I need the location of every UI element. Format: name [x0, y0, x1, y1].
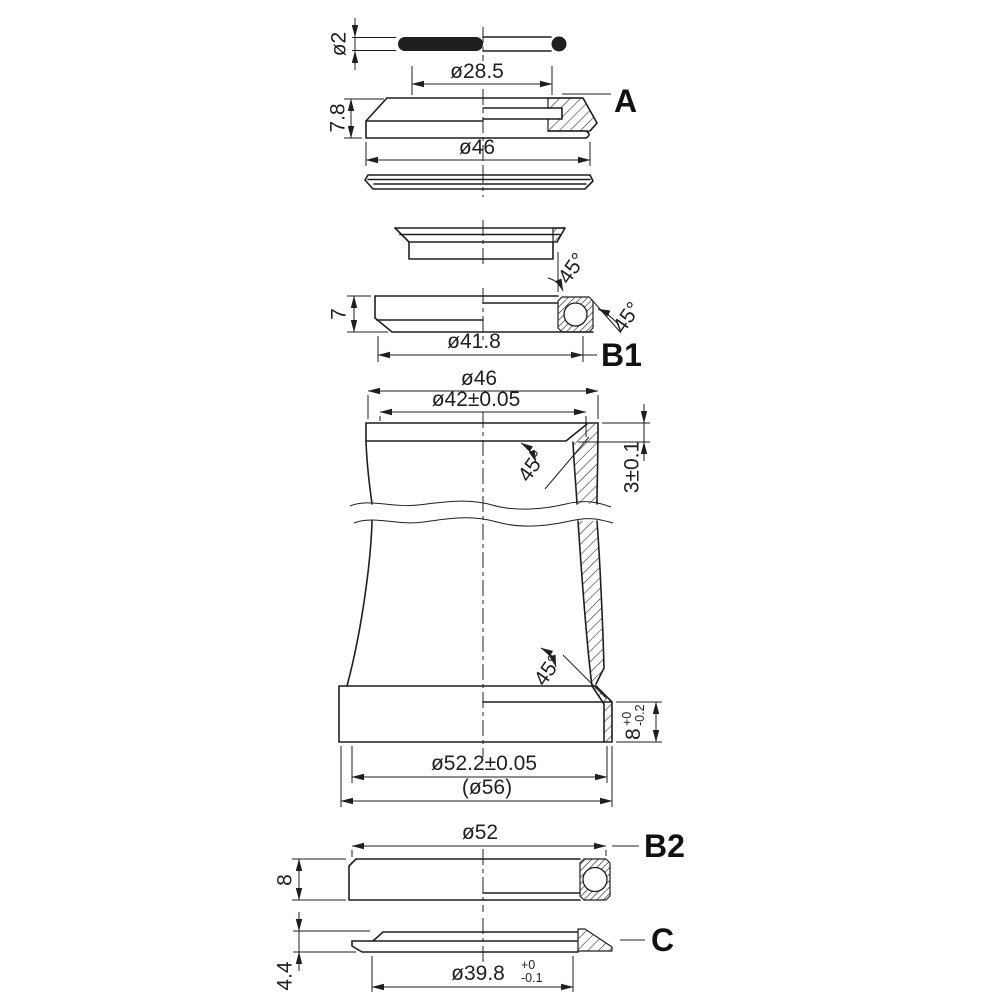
crown-race-view — [274, 912, 675, 992]
dim-b1-od-group — [378, 330, 642, 373]
cup-wall-hatch-lower — [578, 521, 612, 742]
dim-top-cover-bore-group — [412, 60, 552, 95]
bearing-b2-ball — [583, 868, 607, 892]
bearing-b2-view — [274, 821, 685, 912]
dim-cup-counterbore-depth: 8 — [622, 728, 645, 740]
dim-b2-od: ø52 — [461, 821, 499, 844]
label-a: A — [614, 83, 638, 119]
oring-end-dot — [552, 37, 567, 52]
dim-oring-diameter: ø2 — [327, 31, 351, 57]
label-c: C — [651, 922, 675, 958]
label-b2: B2 — [644, 828, 685, 864]
dim-c-bore: ø39.8 — [451, 962, 505, 985]
bearing-b1-ball — [564, 303, 587, 326]
dim-cup-od-bottom: (ø56) — [461, 776, 513, 799]
dim-c-bore-tol-lower: -0.1 — [521, 971, 543, 985]
label-b1: B1 — [601, 337, 642, 373]
dim-oring-cross-section-group — [328, 18, 396, 70]
dim-top-cover-od-group — [366, 136, 590, 166]
part-a-view — [327, 83, 638, 168]
dim-cup-counterbore-depth-tol-upper: +0 — [620, 711, 634, 726]
dim-b1-chamfer-side: 45° — [608, 297, 646, 338]
washer-view — [365, 167, 593, 197]
dim-b2-od-group — [352, 821, 685, 864]
dim-c-height: 4.4 — [273, 961, 297, 991]
dim-b2-height: 8 — [273, 874, 297, 886]
dim-b1-chamfer-top: 45° — [553, 248, 591, 289]
dim-top-cover-od: ø46 — [458, 136, 496, 159]
bearing-b1-view — [328, 249, 646, 373]
dim-cup-bore-top: ø42±0.05 — [431, 388, 521, 411]
cup-view — [339, 367, 662, 807]
dim-top-cover-bore: ø28.5 — [450, 60, 504, 83]
dim-top-cover-height: 7.8 — [326, 103, 350, 133]
dim-cup-seat-depth: 3±0.1 — [620, 440, 644, 494]
dim-cup-chamfer-top: 45° — [513, 446, 551, 487]
dim-b2-height-group — [274, 859, 346, 900]
dim-top-cover-height-group — [327, 99, 384, 138]
break-line-upper — [350, 501, 611, 509]
dim-cup-counterbore-dia: ø52.2±0.05 — [430, 752, 538, 775]
dim-c-height-group — [274, 912, 370, 991]
compression-ring-view — [395, 220, 565, 268]
dim-cup-counterbore-depth-tol-lower: -0.2 — [633, 704, 647, 726]
dim-b1-chamfer-top-group — [548, 249, 591, 292]
dim-b1-height-group — [328, 296, 388, 332]
dim-c-bore-group — [372, 956, 573, 992]
dim-b1-od: ø41.8 — [447, 330, 501, 353]
dim-cup-od-top: ø46 — [460, 367, 498, 390]
dim-c-bore-tol-upper: +0 — [521, 958, 536, 972]
oring-section-fill — [398, 37, 483, 51]
dim-cup-chamfer-bottom: 45° — [529, 650, 567, 691]
dim-b1-chamfer-side-group — [592, 298, 646, 337]
dim-cup-counterbore-depth-group — [616, 702, 662, 742]
dim-b1-height: 7 — [327, 308, 351, 320]
oring-view — [328, 18, 567, 70]
crown-race-hatch — [578, 929, 612, 951]
